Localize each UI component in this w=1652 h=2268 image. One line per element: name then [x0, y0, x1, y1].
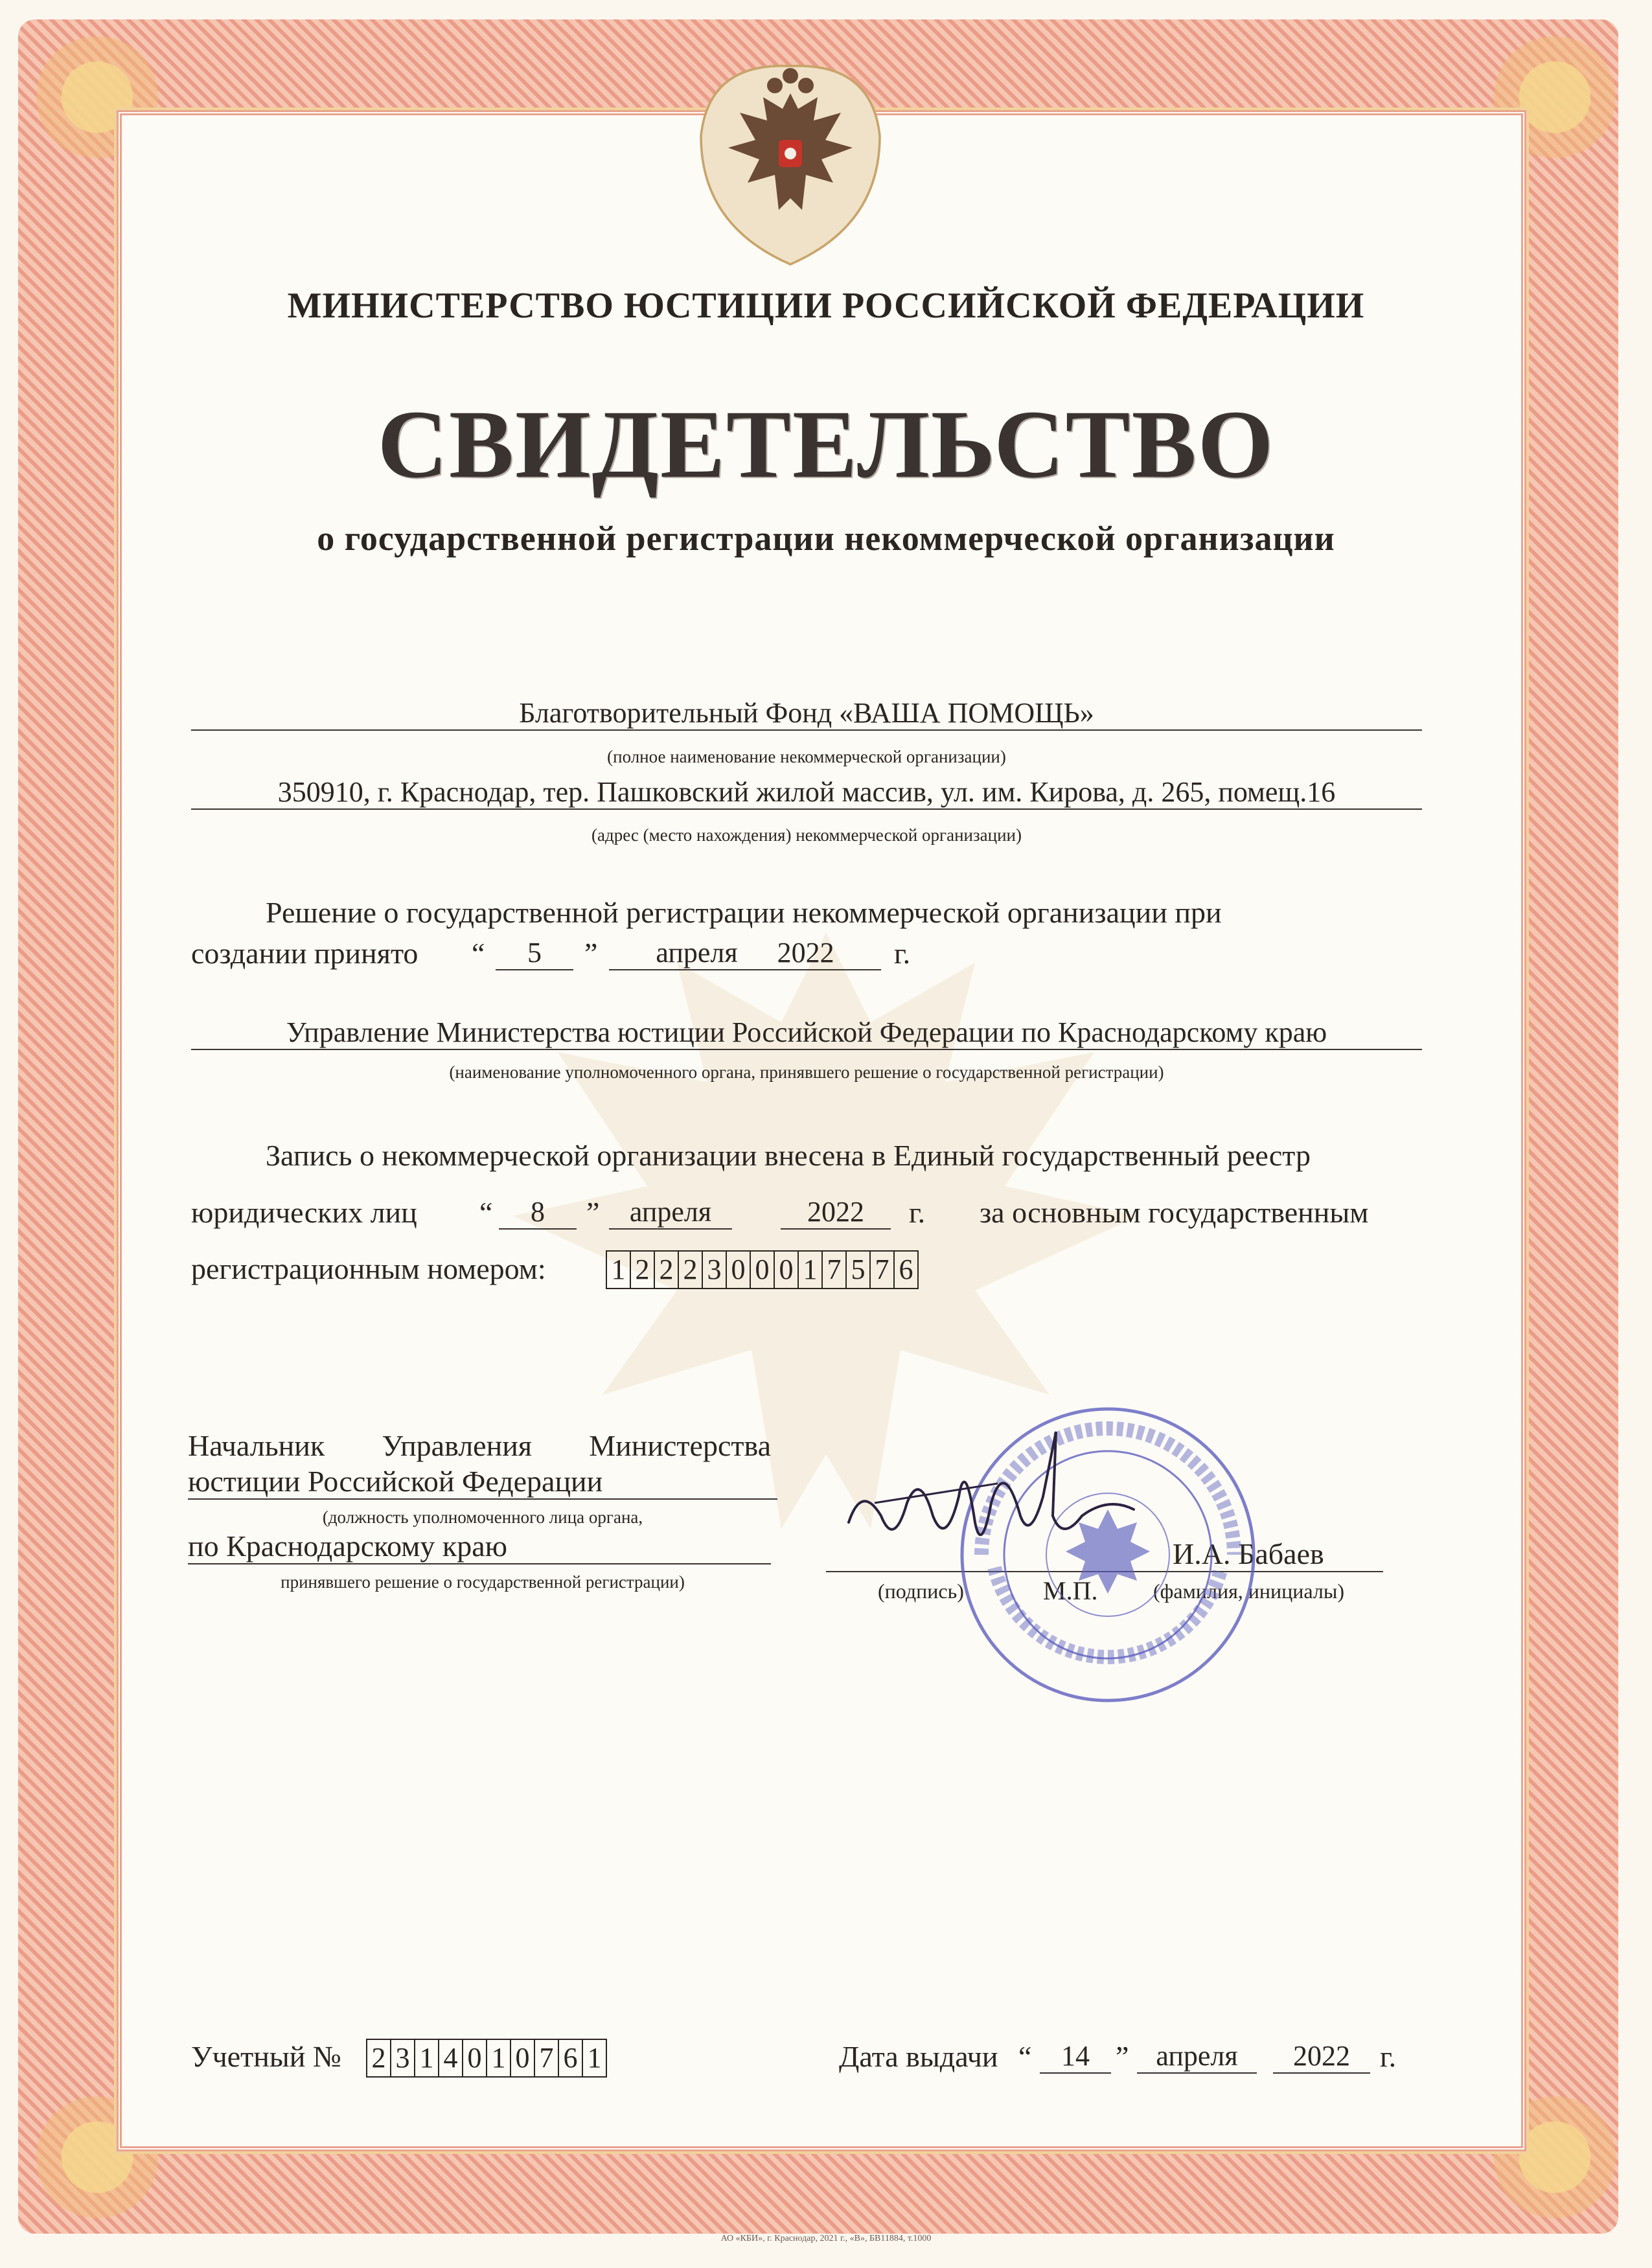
signatory-position-line3: по Краснодарскому краю — [188, 1529, 771, 1564]
account-digit: 4 — [439, 2040, 463, 2076]
authority-caption: (наименование уполномоченного органа, принявшего решение о государственной регистрации) — [449, 1062, 1164, 1082]
issue-date-label: Дата выдачи — [839, 2040, 998, 2073]
account-digit: 1 — [415, 2040, 439, 2076]
signature-caption: (подпись) — [878, 1579, 964, 1603]
ogrn-digit: 2 — [655, 1252, 679, 1288]
ogrn-digit: 2 — [679, 1252, 703, 1288]
ogrn-digit: 5 — [847, 1252, 871, 1288]
account-digit: 1 — [587, 2042, 602, 2074]
ogrn-digit: 7 — [823, 1252, 847, 1288]
account-digit: 3 — [391, 2040, 415, 2076]
registry-text-line3: регистрационным номером: — [191, 1252, 546, 1285]
registry-day: 8 — [499, 1195, 577, 1230]
ogrn-number — [606, 1250, 919, 1289]
coat-of-arms-icon — [693, 58, 888, 272]
ogrn-digit: 1 — [799, 1252, 823, 1288]
account-label: Учетный № — [191, 2040, 341, 2073]
ogrn-digit: 2 — [631, 1252, 655, 1288]
issue-day: 14 — [1040, 2039, 1111, 2074]
decision-text-line2: создании принято — [191, 937, 419, 970]
account-digit: 7 — [535, 2040, 559, 2076]
signatory-position-caption1: (должность уполномоченного лица органа, — [322, 1507, 643, 1527]
registry-year: 2022 — [781, 1195, 891, 1230]
decision-month-year: апреля 2022 — [609, 936, 881, 970]
account-number — [366, 2039, 607, 2078]
registry-text-line2-suffix: за основным государственным — [980, 1196, 1369, 1229]
signatory-name: И.А. Бабаев — [1173, 1537, 1324, 1570]
registry-text-line1: Запись о некоммерческой организации внесена в Единый государственный реестр — [266, 1139, 1311, 1172]
organization-address-caption: (адрес (место нахождения) некоммерческой организации) — [591, 825, 1022, 845]
decision-day: 5 — [496, 936, 573, 970]
registry-close-quote: ” — [586, 1196, 600, 1229]
account-digit: 1 — [487, 2040, 511, 2076]
seal-caption: М.П. — [1043, 1576, 1098, 1605]
decision-year-suffix: г. — [894, 937, 911, 970]
account-digit: 0 — [511, 2040, 535, 2076]
ministry-heading: МИНИСТЕРСТВО ЮСТИЦИИ РОССИЙСКОЙ ФЕДЕРАЦИИ — [287, 286, 1365, 326]
signatory-position-line2: юстиции Российской Федерации — [188, 1464, 777, 1500]
decision-open-quote: “ — [472, 937, 485, 970]
issue-open-quote: “ — [1018, 2040, 1032, 2073]
issue-close-quote: ” — [1116, 2040, 1129, 2073]
issue-month: апреля — [1137, 2039, 1257, 2074]
ogrn-digit: 3 — [703, 1252, 727, 1288]
account-digit: 2 — [367, 2040, 391, 2076]
document-title: СВИДЕТЕЛЬСТВО — [377, 391, 1275, 498]
registry-text-line2: юридических лиц — [191, 1196, 417, 1229]
document-subtitle: о государственной регистрации некоммерческой организации — [317, 519, 1335, 558]
issue-year: 2022 — [1273, 2039, 1370, 2074]
account-digit: 0 — [463, 2040, 487, 2076]
organization-name: Благотворительный Фонд «ВАША ПОМОЩЬ» — [191, 696, 1422, 731]
name-caption: (фамилия, инициалы) — [1153, 1579, 1345, 1603]
organization-name-caption: (полное наименование некоммерческой организации) — [607, 747, 1006, 766]
printer-imprint: АО «КБИ», г. Краснодар, 2021 г., «В», БВ11884, т.1000 — [720, 2234, 932, 2243]
registry-month: апреля — [609, 1195, 732, 1230]
ogrn-digit: 1 — [607, 1252, 631, 1288]
signatory-position-caption2: принявшего решение о государственной регистрации) — [281, 1572, 685, 1592]
registry-year-suffix: г. — [909, 1196, 926, 1229]
organization-address: 350910, г. Краснодар, тер. Пашковский жилой массив, ул. им. Кирова, д. 265, помещ.16 — [191, 775, 1422, 810]
ogrn-digit: 0 — [751, 1252, 775, 1288]
issue-year-suffix: г. — [1380, 2040, 1397, 2073]
ogrn-digit: 0 — [775, 1252, 799, 1288]
ogrn-digit: 6 — [899, 1254, 913, 1285]
authority-name: Управление Министерства юстиции Российской Федерации по Краснодарскому краю — [191, 1016, 1422, 1050]
registry-open-quote: “ — [479, 1196, 493, 1229]
signature-icon — [836, 1419, 1147, 1587]
decision-close-quote: ” — [584, 937, 598, 970]
account-digit: 6 — [559, 2040, 583, 2076]
ogrn-digit: 0 — [727, 1252, 751, 1288]
signatory-position-line1: Начальник Управления Министерства — [188, 1429, 771, 1462]
decision-text-line1: Решение о государственной регистрации некоммерческой организации при — [266, 896, 1222, 929]
ogrn-digit: 7 — [871, 1252, 895, 1288]
